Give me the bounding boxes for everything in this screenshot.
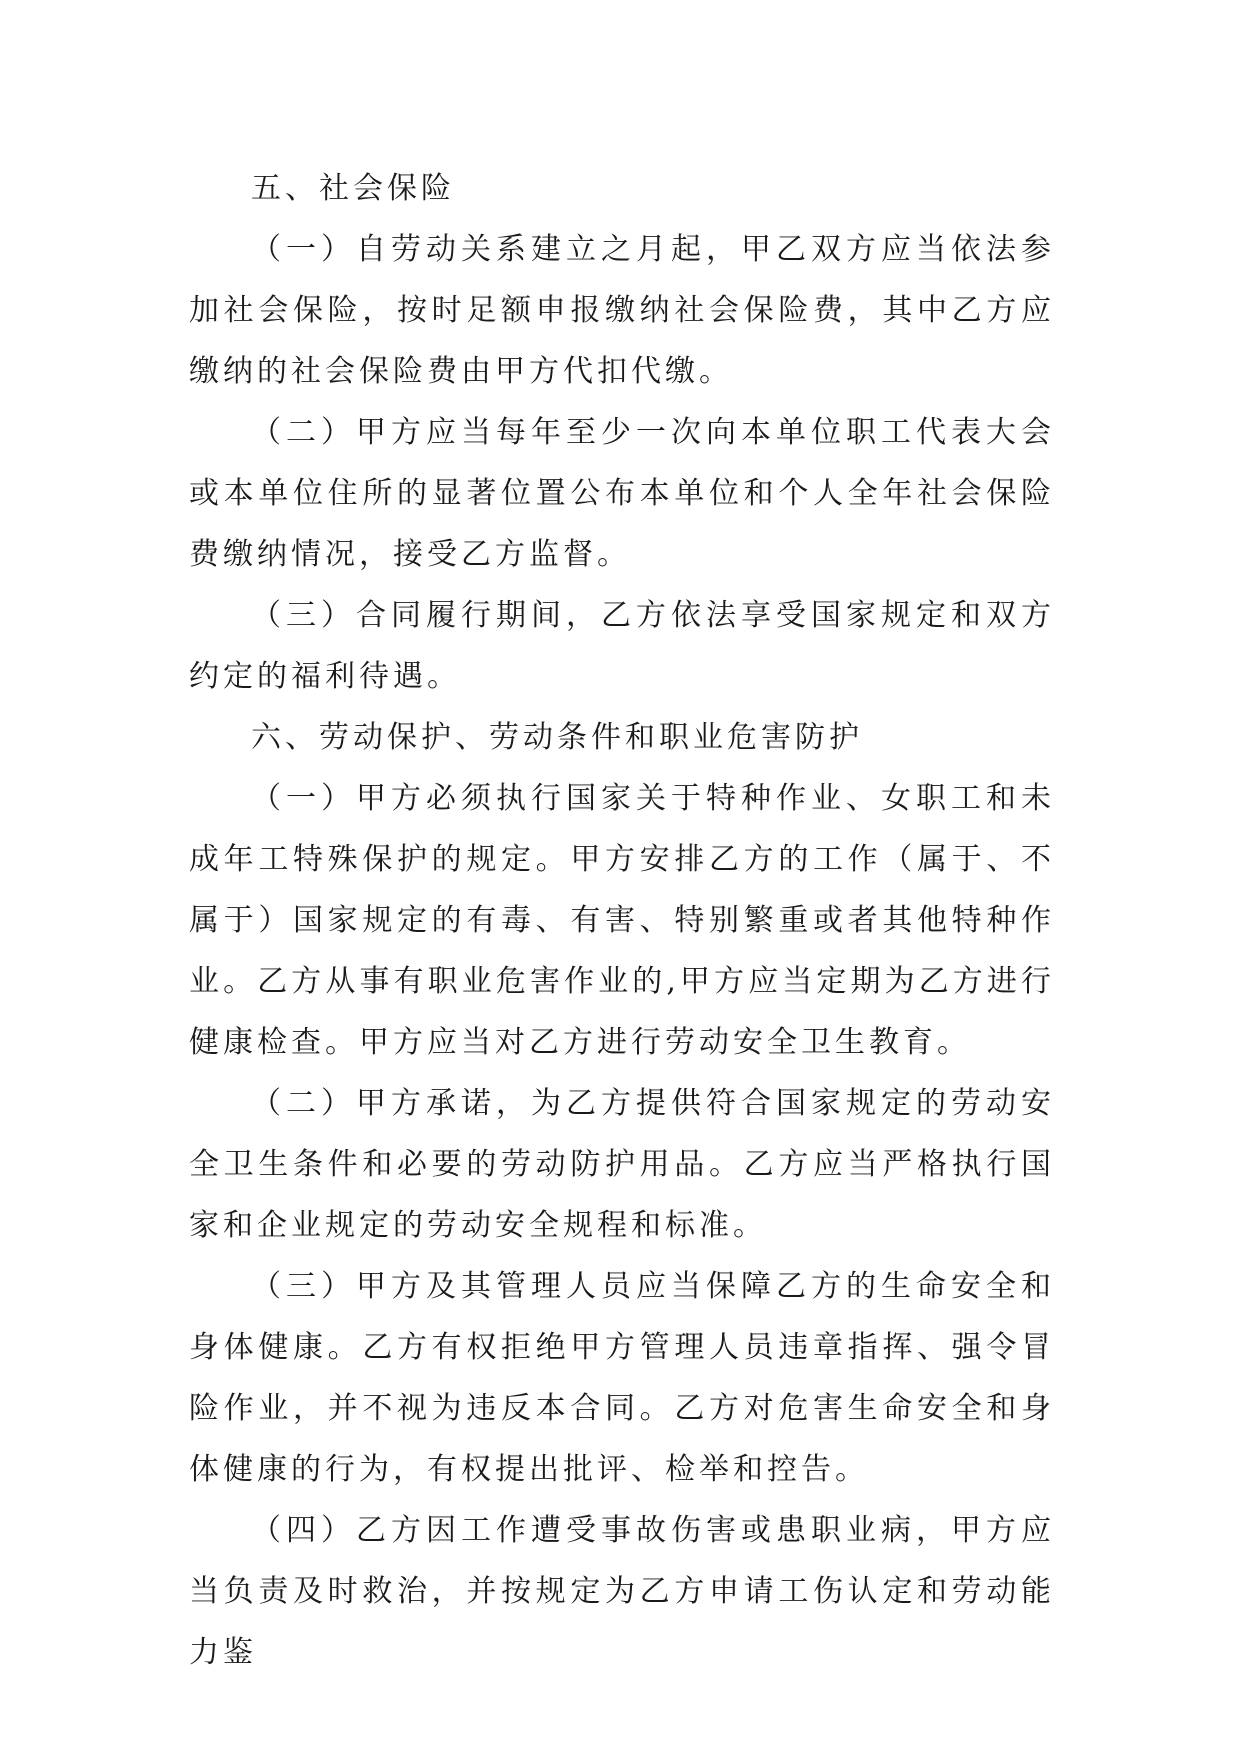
document-body <box>189 158 1055 1683</box>
paragraph: （一）自劳动关系建立之月起，甲乙双方应当依法参加社会保险，按时足额申报缴纳社会保险费，其中乙方应缴纳的社会保险费由甲方代扣代缴。 <box>189 232 1055 389</box>
paragraph: （二）甲方应当每年至少一次向本单位职工代表大会或本单位住所的显著位置公布本单位和个人全年社会保险费缴纳情况，接受乙方监督。 <box>189 415 1055 572</box>
section-heading-social-insurance: 五、社会保险 <box>251 171 455 206</box>
paragraph: （四）乙方因工作遭受事故伤害或患职业病，甲方应当负责及时救治，并按规定为乙方申请工伤认定和劳动能力鉴 <box>189 1513 1055 1670</box>
section-heading-labor-protection: 六、劳动保护、劳动条件和职业危害防护 <box>251 720 863 755</box>
paragraph: （二）甲方承诺，为乙方提供符合国家规定的劳动安全卫生条件和必要的劳动防护用品。乙方应当严格执行国家和企业规定的劳动安全规程和标准。 <box>189 1086 1055 1243</box>
paragraph: （三）甲方及其管理人员应当保障乙方的生命安全和身体健康。乙方有权拒绝甲方管理人员违章指挥、强令冒险作业，并不视为违反本合同。乙方对危害生命安全和身体健康的行为，有权提出批评、检举和控告。 <box>189 1269 1055 1487</box>
paragraph: （三）合同履行期间，乙方依法享受国家规定和双方约定的福利待遇。 <box>189 598 1055 694</box>
paragraph: （一）甲方必须执行国家关于特种作业、女职工和未成年工特殊保护的规定。甲方安排乙方的工作（属于、不属于）国家规定的有毒、有害、特别繁重或者其他特种作业。乙方从事有职业危害作业的,甲方应当定期为乙方进行健康检查。甲方应当对乙方进行劳动安全卫生教育。 <box>189 781 1055 1060</box>
